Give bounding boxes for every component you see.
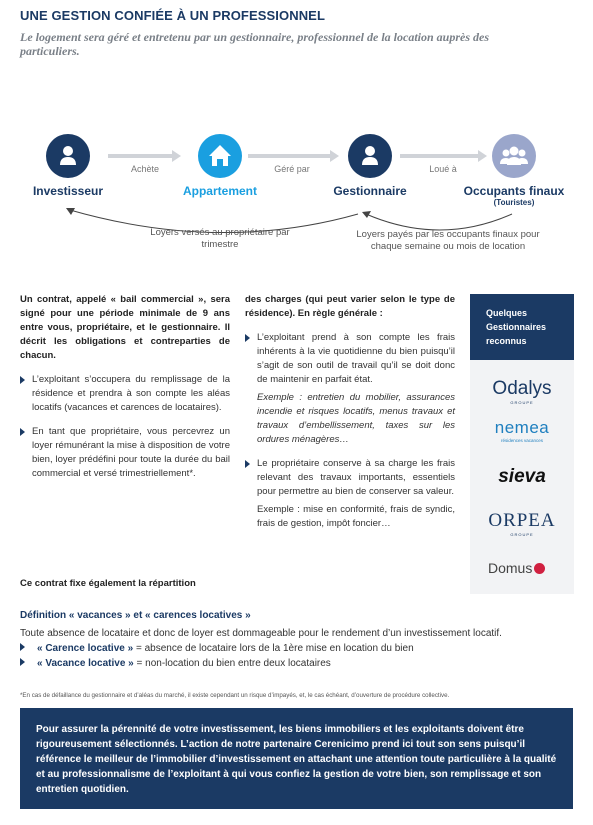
- node-label-gestionnaire: Gestionnaire: [333, 184, 407, 198]
- arrow-gere-par: [248, 150, 339, 162]
- mid-bullet-2: [245, 457, 455, 531]
- arrow-label-gere-par: Géré par: [274, 164, 310, 174]
- logo-odalys-sub: GROUPE: [510, 400, 534, 405]
- logo-odalys: [470, 378, 574, 405]
- logo-orpea-sub: GROUPE: [510, 532, 534, 537]
- carence-term: « Carence locative »: [37, 643, 134, 654]
- definition-item-vacance: [20, 658, 331, 669]
- vacance-term: « Vacance locative »: [37, 658, 134, 669]
- arrow-loue-a: [400, 150, 487, 162]
- logo-domus: [488, 560, 545, 576]
- logo-sieva: sieva: [498, 466, 546, 487]
- left-bullet-1-text: L’exploitant s’occupera du remplissage de la résidence et prendra à son compte les aléas locatifs (vacances et carences de locataires).: [32, 374, 230, 413]
- node-label-occupants: Occupants finaux: [463, 184, 565, 198]
- return-arrow-right-head: [362, 211, 371, 218]
- house-icon: [198, 134, 242, 178]
- person-icon: [46, 134, 90, 178]
- mid-bullet-1: [245, 331, 455, 447]
- mid-bullet-1-text: L’exploitant prend à son compte les frais inhérents à la vie quotidienne du bien puisqu’il s’agit de son outil de travail qu’il se doit donc de maintenir en parfait état.: [257, 332, 455, 385]
- left-bullet-1: [20, 373, 230, 415]
- group-icon: [492, 134, 536, 178]
- gestionnaire-node: [348, 134, 392, 178]
- mid-bullet-2-text: Le propriétaire conserve à sa charge les frais relevant des travaux importants, essentiels pour permettre au bien de conserver sa valeur.: [257, 458, 455, 497]
- mid-intro: des charges (qui peut varier selon le type de résidence). En règle générale :: [245, 294, 455, 319]
- left-closing: Ce contrat fixe également la répartition: [20, 578, 196, 589]
- logo-nemea-sub: résidences vacances: [500, 438, 544, 443]
- closing-banner-text: Pour assurer la pérennité de votre investissement, les biens immobiliers et les exploitants doivent être rigoureusement sélectionnés. L’action de notre partenaire Cerenicimo prend ici tout son sens puisqu’il référence le meilleur de l’immobilier d’investissement en attachant une attention toute particulière à la qualité et au professionnalisme de l’exploitant à qui vous confiez la gestion de votre bien, son remplissage et son entretien quotidien.: [36, 724, 557, 795]
- investisseur-node: [46, 134, 90, 178]
- arrow-label-loue-a: Loué à: [429, 164, 457, 174]
- logo-nemea-text: nemea: [494, 418, 550, 437]
- left-bullet-2: [20, 425, 230, 481]
- person-icon: [348, 134, 392, 178]
- return-arrow-right: [366, 214, 512, 230]
- bullet-triangle-icon: [20, 658, 25, 666]
- bullet-triangle-icon: [20, 376, 25, 384]
- page-subtitle: Le logement sera géré et entretenu par un gestionnaire, professionnel de la location auprès des particuliers.: [20, 30, 490, 58]
- left-column: [20, 293, 230, 481]
- logo-domus-text: Domus: [488, 560, 533, 576]
- page-title: UNE GESTION CONFIÉE À UN PROFESSIONNEL: [20, 8, 325, 23]
- logo-odalys-text: Odalys: [492, 378, 552, 399]
- bullet-triangle-icon: [20, 428, 25, 436]
- return-label-left: Loyers versés au propriétaire par trimestre: [150, 227, 290, 250]
- sidebar-heading: [470, 294, 574, 360]
- managers-sidebar: [470, 294, 574, 594]
- footnote: *En cas de défaillance du gestionnaire et d’aléas du marché, il existe cependant un risque d’impayés, et, le cas échéant, d’ouverture de procédure collective.: [20, 692, 450, 699]
- definition-heading: Définition « vacances » et « carences locatives »: [20, 610, 251, 621]
- sidebar-heading-text: Quelques Gestionnaires reconnus: [486, 308, 547, 346]
- middle-column: [245, 293, 455, 531]
- closing-banner: [20, 708, 573, 809]
- node-label-investisseur: Investisseur: [32, 184, 104, 198]
- vacance-def: = non-location du bien entre deux locataires: [133, 658, 331, 669]
- bullet-triangle-icon: [245, 460, 250, 468]
- bullet-triangle-icon: [245, 334, 250, 342]
- return-label-right: Loyers payés par les occupants finaux pour chaque semaine ou mois de location: [356, 229, 540, 252]
- logo-orpea-text: ORPEA: [488, 510, 556, 531]
- arrow-achete: [108, 150, 181, 162]
- bullet-triangle-icon: [20, 643, 25, 651]
- node-sublabel-touristes: (Touristes): [493, 198, 535, 207]
- appartement-node: [198, 134, 242, 178]
- logo-nemea: [470, 418, 574, 443]
- left-bullet-2-text: En tant que propriétaire, vous percevrez un loyer rémunérant la mise à disposition de votre bien, loyer prédéfini pour toute la durée du bail commercial et versé trimestriellement*.: [32, 426, 230, 479]
- logo-orpea: [470, 510, 574, 537]
- contract-intro: Un contrat, appelé « bail commercial », sera signé pour une période minimale de 9 ans entre vous, propriétaire, et le gestionnaire. Il décrit les obligations et contreparties de chacun.: [20, 294, 230, 361]
- domus-mark-icon: [534, 563, 545, 574]
- mid-example-2: Exemple : mise en conformité, frais de syndic, frais de gestion, impôt foncier…: [257, 504, 455, 529]
- node-label-appartement: Appartement: [182, 184, 257, 198]
- carence-def: = absence de locataire lors de la 1ère mise en location du bien: [133, 643, 414, 654]
- occupants-node: [492, 134, 536, 178]
- arrow-label-achete: Achète: [130, 164, 160, 174]
- definition-text: Toute absence de locataire et donc de loyer est dommageable pour le rendement d’un investissement locatif.: [20, 628, 502, 639]
- definition-item-carence: [20, 643, 414, 654]
- mid-example-1: Exemple : entretien du mobilier, assurances incendie et risques locatifs, menus travaux et travaux d’embellissement, taxes sur les ordures ménagères…: [257, 392, 455, 445]
